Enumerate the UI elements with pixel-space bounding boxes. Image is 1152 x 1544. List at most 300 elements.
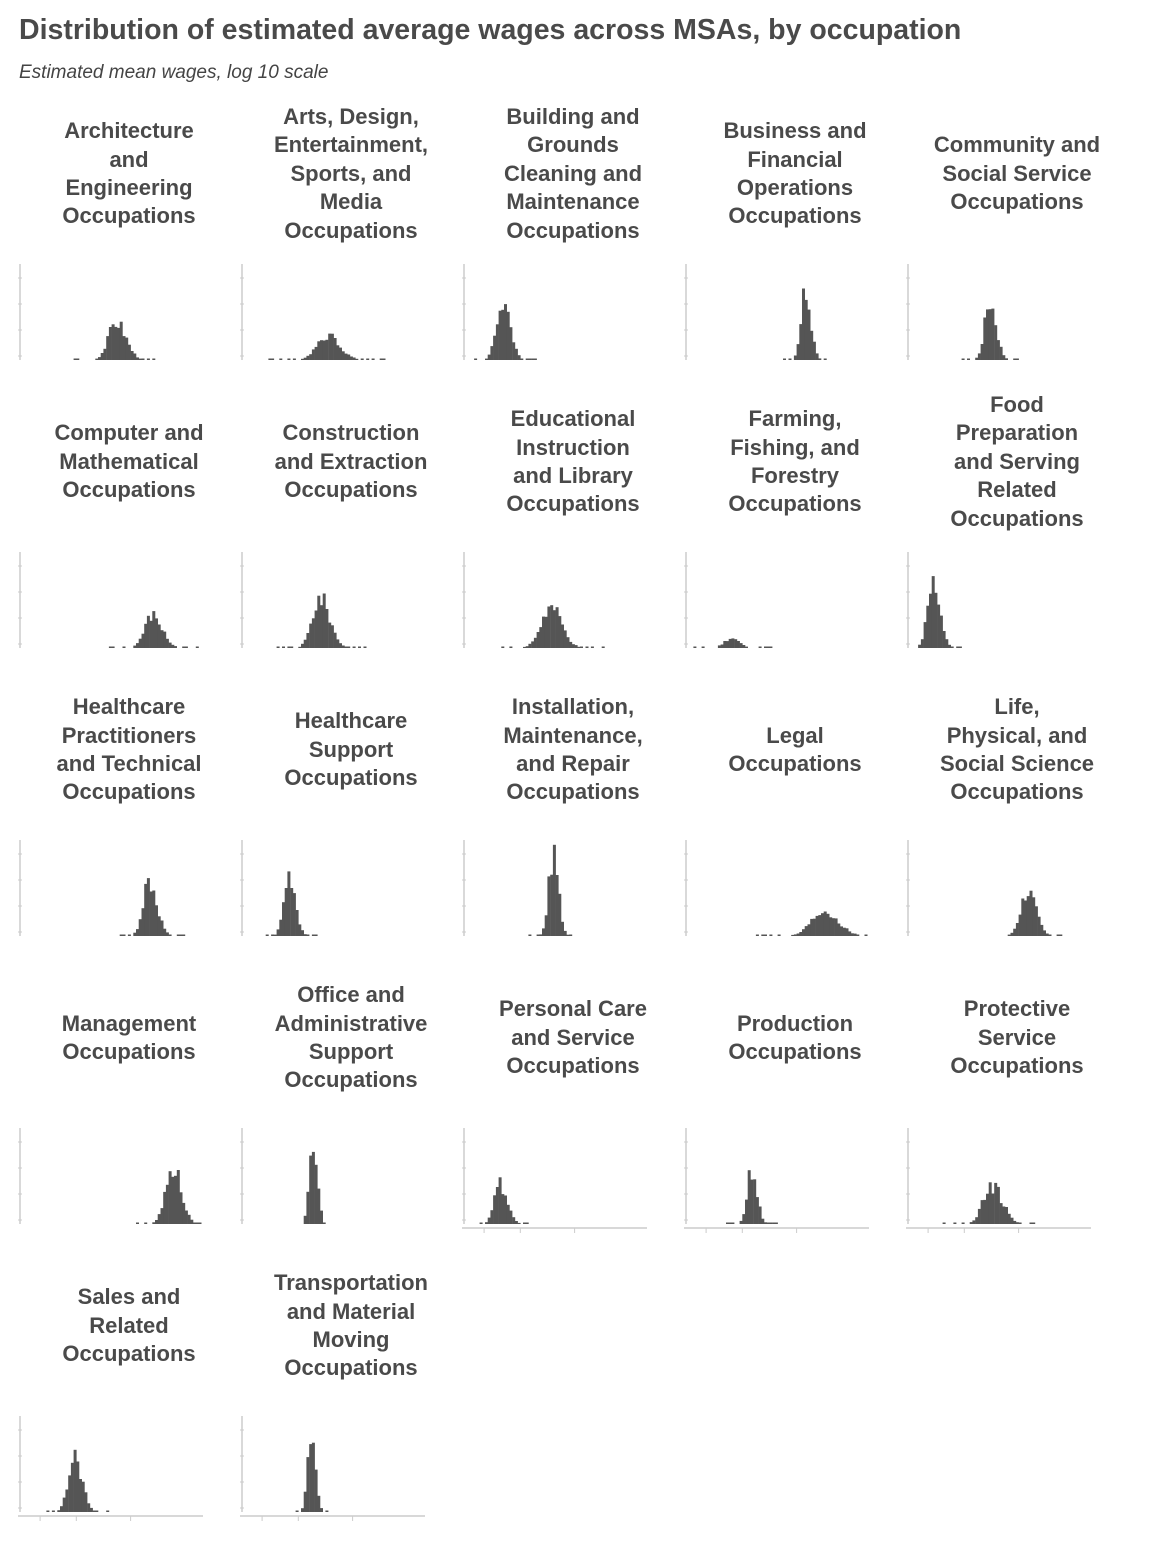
histogram-bar	[114, 327, 117, 360]
panel-title: Transportation and Material Moving Occupations	[273, 1270, 428, 1381]
histogram-bar	[350, 357, 353, 361]
histogram-bar	[1059, 935, 1062, 937]
histogram-bar	[1002, 1207, 1005, 1225]
histogram-bar	[474, 359, 477, 361]
histogram-bar	[117, 328, 120, 360]
histogram-bar	[285, 888, 288, 936]
histogram-bar	[68, 1475, 71, 1512]
histogram-bar	[528, 935, 531, 937]
histogram-bar	[591, 647, 594, 649]
histogram-bar	[279, 359, 282, 361]
histogram-bar	[750, 1180, 753, 1224]
histogram-bar	[1013, 1221, 1016, 1224]
histogram-bar	[962, 359, 965, 361]
histogram-bar	[791, 935, 794, 936]
histogram-bar	[1043, 930, 1046, 936]
histogram-bar	[997, 340, 1000, 360]
histogram-bar	[572, 644, 575, 648]
histogram-bar	[309, 624, 312, 648]
histogram-bar	[120, 322, 123, 360]
histogram-bar	[767, 647, 770, 649]
histogram-bar	[174, 646, 177, 648]
histogram-bar	[161, 1208, 164, 1224]
histogram-plot	[18, 820, 207, 944]
histogram-bar	[943, 631, 946, 648]
panel-title: Legal Occupations	[728, 722, 862, 776]
histogram-bar	[106, 336, 109, 360]
histogram-bar	[805, 300, 808, 360]
histogram-bar	[1013, 359, 1016, 361]
histogram-bar	[816, 353, 819, 360]
histogram-plot	[18, 1396, 207, 1520]
histogram-bar	[808, 310, 811, 360]
histogram-bar	[721, 645, 724, 649]
histogram-bar	[567, 637, 570, 648]
histogram-panel	[906, 104, 1128, 392]
histogram-bar	[71, 1463, 74, 1512]
histogram-bar	[161, 921, 164, 937]
histogram-bar	[523, 647, 526, 648]
histogram-bar	[759, 1207, 762, 1225]
histogram-bar	[1030, 1223, 1033, 1225]
histogram-bar	[1002, 355, 1005, 360]
histogram-bar	[978, 353, 981, 360]
histogram-bar	[989, 309, 992, 360]
histogram-bar	[306, 1457, 309, 1512]
histogram-bar	[331, 625, 334, 648]
histogram-bar	[342, 351, 345, 360]
histogram-bar	[1016, 1222, 1019, 1224]
histogram-bar	[567, 935, 570, 936]
histogram-bar	[729, 1223, 732, 1225]
histogram-bar	[298, 647, 301, 648]
histogram-bar	[986, 309, 989, 360]
histogram-bar	[152, 1222, 155, 1224]
histogram-bar	[177, 935, 180, 937]
histogram-panel	[18, 104, 240, 392]
histogram-bar	[353, 358, 356, 361]
histogram-bar	[531, 359, 534, 361]
histogram-bar	[325, 1511, 328, 1513]
histogram-bar	[364, 647, 367, 649]
histogram-bar	[301, 644, 304, 648]
histogram-bar	[152, 891, 155, 937]
histogram-bar	[123, 336, 126, 360]
histogram-bar	[190, 1220, 193, 1224]
histogram-bar	[120, 935, 123, 937]
panel-title-wrap	[684, 104, 906, 244]
histogram-bar	[531, 641, 534, 648]
histogram-bar	[731, 1223, 734, 1225]
histogram-bar	[810, 919, 813, 936]
panel-title-wrap	[684, 968, 906, 1108]
histogram-bar	[74, 359, 77, 361]
histogram-bar	[962, 1223, 965, 1225]
histogram-bar	[317, 1189, 320, 1224]
panel-title-wrap	[240, 1256, 462, 1396]
histogram-bar	[772, 1223, 775, 1225]
histogram-bar	[320, 605, 323, 648]
histogram-bar	[824, 912, 827, 937]
histogram-bar	[304, 1492, 307, 1512]
histogram-bar	[937, 605, 940, 648]
panel-title: Production Occupations	[728, 1010, 862, 1064]
histogram-bar	[79, 1479, 82, 1512]
histogram-bar	[144, 1223, 147, 1225]
histogram-bar	[63, 1498, 66, 1512]
panel-title: Community and Social Service Occupations	[933, 132, 1101, 215]
histogram-plot	[906, 532, 1095, 656]
panel-title-wrap	[18, 392, 240, 532]
histogram-plot	[240, 532, 429, 656]
histogram-bar	[158, 625, 161, 649]
histogram-bar	[74, 1450, 77, 1512]
histogram-bar	[46, 1511, 49, 1513]
histogram-bar	[848, 931, 851, 936]
histogram-panel	[684, 968, 906, 1256]
histogram-bar	[353, 647, 356, 649]
histogram-bar	[756, 935, 759, 937]
histogram-bar	[843, 928, 846, 936]
histogram-bar	[315, 347, 318, 360]
panel-title: Computer and Mathematical Occupations	[54, 420, 204, 503]
histogram-bar	[528, 359, 531, 361]
histogram-bar	[856, 935, 859, 937]
histogram-bar	[983, 1200, 986, 1224]
histogram-bar	[196, 1223, 199, 1225]
histogram-bar	[802, 929, 805, 936]
histogram-bar	[802, 289, 805, 361]
histogram-bar	[539, 934, 542, 936]
histogram-bar	[829, 917, 832, 936]
histogram-bar	[325, 340, 328, 360]
histogram-panel	[462, 104, 684, 392]
histogram-plot	[18, 532, 207, 656]
histogram-bar	[918, 645, 921, 648]
histogram-bar	[266, 935, 269, 937]
histogram-bar	[509, 327, 512, 360]
histogram-bar	[150, 892, 153, 937]
histogram-plot	[684, 1108, 873, 1232]
histogram-bar	[185, 647, 188, 649]
histogram-panel	[240, 104, 462, 392]
histogram-plot	[18, 1108, 207, 1232]
histogram-bar	[547, 607, 550, 649]
histogram-bar	[1016, 923, 1019, 936]
histogram-bar	[731, 638, 734, 648]
histogram-bar	[320, 340, 323, 360]
histogram-bar	[312, 1152, 315, 1224]
histogram-bar	[564, 931, 567, 936]
histogram-bar	[1000, 347, 1003, 360]
histogram-bar	[509, 1211, 512, 1224]
histogram-bar	[103, 349, 106, 360]
histogram-plot	[906, 820, 1095, 944]
panel-title-wrap	[240, 104, 462, 244]
chart-subtitle: Estimated mean wages, log 10 scale	[19, 62, 329, 83]
chart-title: Distribution of estimated average wages across MSAs, by occupation	[19, 14, 962, 46]
histogram-bar	[810, 331, 813, 360]
histogram-panel	[906, 680, 1128, 968]
histogram-panel	[462, 392, 684, 680]
histogram-bar	[1011, 933, 1014, 936]
histogram-bar	[312, 349, 315, 360]
panel-title-wrap	[18, 968, 240, 1108]
histogram-bar	[799, 932, 802, 936]
histogram-bar	[769, 647, 772, 649]
panel-title-wrap	[462, 680, 684, 820]
histogram-bar	[169, 1171, 172, 1224]
histogram-bar	[537, 632, 540, 648]
histogram-panel	[18, 968, 240, 1256]
histogram-bar	[182, 935, 185, 937]
histogram-bar	[128, 345, 131, 360]
histogram-bar	[783, 359, 786, 361]
histogram-bar	[580, 647, 583, 649]
histogram-bar	[851, 933, 854, 936]
histogram-bar	[95, 359, 98, 360]
histogram-bar	[488, 355, 491, 360]
panel-title-wrap	[18, 1256, 240, 1396]
histogram-bar	[152, 611, 155, 648]
histogram-bar	[112, 647, 115, 649]
histogram-bar	[921, 639, 924, 648]
histogram-bar	[934, 593, 937, 648]
histogram-bar	[761, 1219, 764, 1224]
histogram-bar	[1016, 359, 1019, 361]
histogram-bar	[293, 893, 296, 936]
histogram-bar	[147, 359, 150, 361]
histogram-plot	[240, 244, 429, 368]
histogram-bar	[550, 875, 553, 936]
histogram-bar	[383, 359, 386, 361]
histogram-bar	[320, 1211, 323, 1224]
histogram-bar	[304, 1216, 307, 1224]
histogram-bar	[518, 1223, 521, 1224]
histogram-bar	[166, 639, 169, 648]
panel-title-wrap	[240, 680, 462, 820]
histogram-bar	[994, 325, 997, 360]
panel-title: Educational Instruction and Library Occupations	[506, 406, 640, 517]
histogram-bar	[493, 336, 496, 360]
histogram-bar	[334, 338, 337, 360]
histogram-bar	[287, 647, 290, 649]
histogram-panel	[684, 104, 906, 392]
histogram-bar	[972, 1220, 975, 1224]
histogram-bar	[169, 935, 172, 937]
histogram-bar	[978, 1209, 981, 1224]
histogram-bar	[101, 353, 104, 360]
histogram-bar	[1021, 899, 1024, 937]
histogram-bar	[496, 324, 499, 360]
histogram-bar	[526, 646, 529, 648]
histogram-bar	[808, 924, 811, 936]
histogram-bar	[293, 359, 296, 361]
histogram-bar	[1040, 925, 1043, 936]
histogram-bar	[1030, 891, 1033, 936]
panel-title: Construction and Extraction Occupations	[274, 420, 428, 503]
histogram-bar	[339, 348, 342, 360]
histogram-bar	[745, 1200, 748, 1224]
histogram-bar	[142, 908, 145, 936]
histogram-bar	[180, 1192, 183, 1224]
histogram-bar	[180, 935, 183, 937]
histogram-bar	[520, 359, 523, 361]
histogram-bar	[90, 1508, 93, 1512]
histogram-bar	[748, 1170, 751, 1224]
histogram-bar	[84, 1492, 87, 1512]
histogram-plot	[462, 820, 651, 944]
histogram-bar	[816, 916, 819, 936]
histogram-bar	[155, 618, 158, 648]
histogram-bar	[188, 1215, 191, 1224]
histogram-bar	[493, 1195, 496, 1224]
histogram-bar	[986, 1194, 989, 1224]
histogram-bar	[865, 935, 868, 937]
histogram-bar	[742, 645, 745, 648]
histogram-bar	[518, 355, 521, 360]
histogram-bar	[991, 309, 994, 360]
histogram-bar	[304, 640, 307, 648]
histogram-bar	[499, 1177, 502, 1224]
panel-title: Arts, Design, Entertainment, Sports, and Media Occupations	[273, 103, 429, 243]
histogram-plot	[240, 1108, 429, 1232]
panel-title-wrap	[906, 392, 1128, 532]
histogram-bar	[970, 1222, 973, 1224]
histogram-bar	[123, 935, 126, 937]
histogram-bar	[334, 633, 337, 648]
histogram-bar	[336, 639, 339, 648]
histogram-bar	[287, 359, 290, 361]
histogram-bar	[355, 359, 358, 360]
panel-title-wrap	[462, 104, 684, 244]
histogram-bar	[185, 1211, 188, 1225]
histogram-bar	[336, 345, 339, 360]
histogram-panel	[240, 1256, 462, 1544]
histogram-bar	[150, 621, 153, 648]
histogram-bar	[545, 915, 548, 936]
histogram-panel	[906, 392, 1128, 680]
panel-title-wrap	[906, 104, 1128, 244]
histogram-bar	[729, 639, 732, 648]
histogram-bar	[317, 1496, 320, 1512]
histogram-bar	[142, 634, 145, 648]
histogram-bar	[163, 1192, 166, 1224]
panel-title-wrap	[18, 680, 240, 820]
histogram-bar	[171, 645, 174, 648]
histogram-bar	[312, 1443, 315, 1512]
histogram-bar	[361, 359, 364, 361]
histogram-bar	[366, 359, 369, 361]
histogram-bar	[943, 1223, 946, 1225]
histogram-bar	[174, 1176, 177, 1224]
histogram-bar	[342, 646, 345, 649]
histogram-bar	[575, 645, 578, 648]
histogram-bar	[133, 646, 136, 648]
panel-title-wrap	[18, 104, 240, 244]
histogram-plot	[240, 820, 429, 944]
histogram-bar	[537, 935, 540, 937]
histogram-bar	[323, 1223, 326, 1225]
histogram-plot	[684, 820, 873, 944]
histogram-bar	[57, 1510, 60, 1512]
histogram-bar	[136, 357, 139, 360]
histogram-bar	[1046, 934, 1049, 937]
histogram-bar	[315, 611, 318, 649]
histogram-bar	[756, 1197, 759, 1224]
histogram-bar	[764, 1222, 767, 1224]
histogram-bar	[726, 641, 729, 648]
panel-title-wrap	[906, 680, 1128, 820]
histogram-bar	[1011, 1218, 1014, 1224]
histogram-bar	[740, 1221, 743, 1224]
histogram-bar	[136, 1223, 139, 1225]
histogram-bar	[740, 643, 743, 648]
histogram-bar	[504, 304, 507, 360]
histogram-bar	[723, 641, 726, 648]
histogram-bar	[528, 644, 531, 648]
histogram-bar	[306, 935, 309, 937]
histogram-bar	[1057, 935, 1060, 937]
histogram-bar	[602, 647, 605, 649]
histogram-bar	[345, 354, 348, 360]
histogram-bar	[139, 639, 142, 648]
histogram-panel	[462, 968, 684, 1256]
histogram-bar	[764, 647, 767, 649]
histogram-bar	[753, 1179, 756, 1224]
histogram-bar	[1013, 929, 1016, 936]
histogram-bar	[794, 934, 797, 936]
histogram-bar	[846, 928, 849, 936]
histogram-bar	[169, 643, 172, 648]
panel-title-wrap	[684, 680, 906, 820]
histogram-bar	[95, 1511, 98, 1513]
panel-title: Personal Care and Service Occupations	[499, 996, 647, 1079]
histogram-bar	[274, 935, 277, 936]
histogram-plot	[462, 1108, 651, 1232]
histogram-bar	[177, 1170, 180, 1224]
histogram-bar	[1027, 896, 1030, 936]
histogram-bar	[797, 344, 800, 360]
panel-title-wrap	[462, 968, 684, 1108]
histogram-bar	[997, 1187, 1000, 1224]
histogram-bar	[199, 1223, 202, 1225]
histogram-bar	[345, 647, 348, 649]
panel-title: Life, Physical, and Social Science Occupations	[939, 694, 1095, 805]
histogram-bar	[813, 919, 816, 936]
histogram-bar	[358, 647, 361, 649]
histogram-bar	[586, 647, 589, 649]
histogram-bar	[112, 324, 115, 360]
histogram-bar	[312, 618, 315, 648]
histogram-bar	[818, 358, 821, 360]
histogram-bar	[306, 1192, 309, 1224]
histogram-panel	[906, 968, 1128, 1256]
histogram-bar	[142, 359, 145, 361]
histogram-bar	[507, 1205, 510, 1224]
histogram-bar	[328, 334, 331, 360]
histogram-bar	[271, 935, 274, 937]
histogram-bar	[515, 1221, 518, 1224]
histogram-bar	[372, 359, 375, 361]
histogram-bar	[501, 1194, 504, 1224]
histogram-bar	[550, 605, 553, 648]
histogram-bar	[133, 354, 136, 361]
panel-title-wrap	[240, 968, 462, 1108]
histogram-bar	[767, 1223, 770, 1225]
histogram-bar	[775, 1223, 778, 1225]
histogram-bar	[734, 639, 737, 648]
